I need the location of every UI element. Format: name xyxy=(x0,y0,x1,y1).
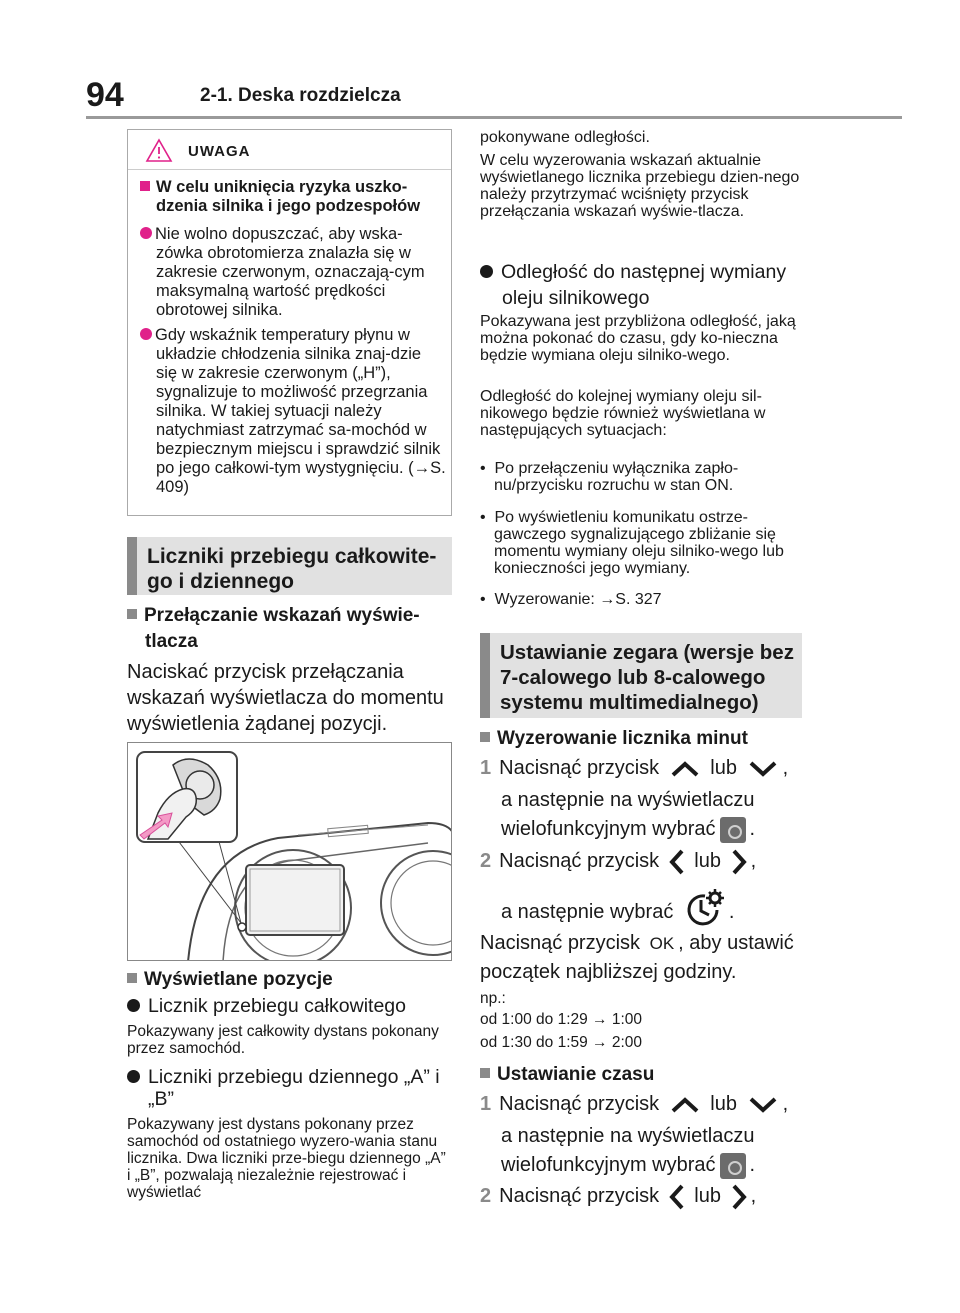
item-odometer-text: Pokazywany jest całkowity dystans pokonany przez samochód. xyxy=(127,1023,439,1057)
list-item: • Wyzerowanie: →S. 327 xyxy=(480,591,662,608)
subheading-reset-minutes: Wyzerowanie licznika minut xyxy=(480,727,748,751)
down-arrow-icon xyxy=(747,761,779,777)
step-1-line-b: a następnie na wyświetlaczu xyxy=(501,789,755,811)
step-1-line-a: 1 Nacisnąć przycisk lub , xyxy=(480,757,789,779)
dashboard-illustration xyxy=(127,742,452,961)
list-item: • Po przełączeniu wyłącznika zapło-nu/przycisku rozruchu w stan ON. xyxy=(480,460,739,494)
left-arrow-icon xyxy=(669,848,685,876)
page-number: 94 xyxy=(86,76,124,114)
right-arrow-icon xyxy=(731,848,747,876)
instruction-paragraph: Naciskać przycisk przełączania wskazań wyświetlacza do momentu wyświetlenia żądanej pozycji. xyxy=(127,661,444,735)
item-trip-text: Pokazywany jest dystans pokonany przez samochód od ostatniego wyzero-wania stanu licznika. Dwa liczniki prze-biegu dziennego „A” i „B”, pozwalają niezależnie rejestrować i wyświetlać xyxy=(127,1116,446,1201)
paragraph-reset: W celu wyzerowania wskazań aktualnie wyświetlanego licznika przebiegu dzien-nego należy przytrzymać wciśnięty przycisk przełączania wskazań wyświe-tlacza. xyxy=(480,152,800,220)
section-title: 2-1. Deska rozdzielcza xyxy=(200,85,401,106)
warning-body xyxy=(140,178,446,503)
section-band-clock: Ustawianie zegara (wersje bez 7-calowego lub 8-calowego systemu multimedialnego) xyxy=(480,633,802,718)
item-odometer-title: Licznik przebiegu całkowitego xyxy=(127,994,406,1018)
example-label: np.: xyxy=(480,990,506,1007)
gray-square-icon xyxy=(480,732,490,742)
ok-paragraph: Nacisnąć przycisk OK , aby ustawić początek najbliższej godziny. xyxy=(480,932,794,983)
subheading-switching: Przełączanie wskazań wyświe-tlacza xyxy=(127,603,457,655)
item-trip-title: Liczniki przebiegu dziennego „A” i „B” xyxy=(127,1066,457,1110)
warning-box xyxy=(127,129,452,516)
black-bullet-icon xyxy=(127,1070,140,1083)
list-item: • Po wyświetleniu komunikatu ostrze-gawczego sygnalizującego zbliżanie się momentu wymiany oleju silniko-wego lub konieczności jego wymiany. xyxy=(480,509,784,577)
up-arrow-icon xyxy=(669,1097,701,1113)
right-arrow-icon xyxy=(731,1183,747,1211)
clock-settings-icon xyxy=(683,888,725,926)
black-bullet-icon xyxy=(127,999,140,1012)
time-step-1-line-b: a następnie na wyświetlaczu xyxy=(501,1125,755,1147)
left-arrow-icon xyxy=(669,1183,685,1211)
pink-square-icon xyxy=(140,181,150,191)
settings-gear-icon xyxy=(720,1153,746,1179)
gray-square-icon xyxy=(127,609,137,619)
time-step-2-line-a: 2 Nacisnąć przycisk lub , xyxy=(480,1182,756,1211)
example-line: od 1:30 do 1:59 → 2:00 xyxy=(480,1034,643,1051)
step-2-line-b: a następnie wybrać . xyxy=(501,888,734,930)
gray-square-icon xyxy=(127,973,137,983)
warning-triangle-icon xyxy=(145,138,173,163)
paragraph-continued: pokonywane odległości. xyxy=(480,129,650,146)
pink-bullet-icon xyxy=(140,227,152,239)
warning-heading: W celu uniknięcia ryzyka uszko-dzenia silnika i jego podzespołów xyxy=(140,178,446,216)
time-step-1-line-a: 1 Nacisnąć przycisk lub , xyxy=(480,1093,789,1115)
settings-gear-icon xyxy=(720,817,746,843)
warning-item: Nie wolno dopuszczać, aby wska-zówka obrotomierza znalazła się w zakresie czerwonym, oznaczają-cym maksymalną wartość prędkości obrotowej silnika. xyxy=(140,225,446,320)
pink-bullet-icon xyxy=(140,328,152,340)
ok-button-label: OK xyxy=(649,934,675,953)
example-line: od 1:00 do 1:29 → 1:00 xyxy=(480,1011,643,1028)
warning-header xyxy=(128,130,451,170)
up-arrow-icon xyxy=(669,761,701,777)
time-step-1-line-c: wielofunkcyjnym wybrać . xyxy=(501,1151,755,1179)
header-rule xyxy=(86,116,902,119)
step-number: 2 xyxy=(480,850,492,872)
gray-square-icon xyxy=(480,1068,490,1078)
step-number: 1 xyxy=(480,757,492,779)
step-number: 1 xyxy=(480,1093,492,1115)
warning-title: UWAGA xyxy=(188,143,251,160)
black-bullet-icon xyxy=(480,265,493,278)
section-band-odometer: Liczniki przebiegu całkowite-go i dziennego xyxy=(127,537,452,595)
step-2-line-a: 2 Nacisnąć przycisk lub , xyxy=(480,847,756,876)
subheading-displayed-items: Wyświetlane pozycje xyxy=(127,968,333,992)
step-number: 2 xyxy=(480,1185,492,1207)
down-arrow-icon xyxy=(747,1097,779,1113)
subheading-set-time: Ustawianie czasu xyxy=(480,1063,654,1087)
oil-paragraph-1: Pokazywana jest przybliżona odległość, jaką można pokonać do czasu, gdy ko-nieczna będzie wymiana oleju silniko-wego. xyxy=(480,313,796,364)
warning-item: Gdy wskaźnik temperatury płynu w układzie chłodzenia silnika znaj-dzie się w zakresie czerwonym („H”), sygnalizuje to możliwość przegrzania silnika. W takiej sytuacji należy natychmiast zatrzymać sa-mochód w bezpiecznym miejscu i sprawdzić silnik po jego całkowi-tym wystygnięciu. (→S. 409) xyxy=(140,326,446,497)
item-oil-title: Odległość do następnej wymiany oleju silnikowego xyxy=(480,259,805,311)
oil-paragraph-2: Odległość do kolejnej wymiany oleju sil-nikowego będzie również wyświetlana w następujących sytuacjach: xyxy=(480,388,766,439)
step-1-line-c: wielofunkcyjnym wybrać . xyxy=(501,815,755,843)
instrument-cluster-icon xyxy=(128,743,452,961)
